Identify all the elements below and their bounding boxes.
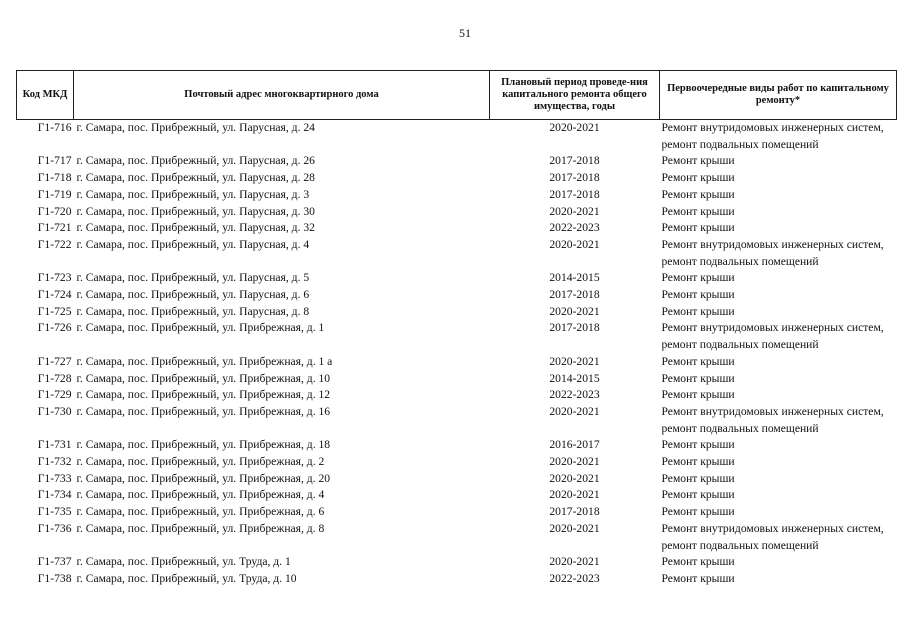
cell-code: Г1-733 — [37, 471, 72, 485]
cell-address: г. Самара, пос. Прибрежный, ул. Прибрежная, д. 18 — [76, 438, 331, 452]
table-row — [17, 320, 897, 353]
cell-code: Г1-736 — [37, 521, 72, 535]
table-header — [17, 71, 897, 120]
cell-works: Ремонт крыши — [661, 271, 735, 285]
cell-works: Ремонт внутридомовых инженерных систем, ремонт подвальных помещений — [661, 237, 884, 268]
cell-works: Ремонт крыши — [661, 488, 735, 502]
cell-code: Г1-720 — [37, 204, 72, 218]
cell-works: Ремонт внутридомовых инженерных систем, ремонт подвальных помещений — [661, 121, 884, 151]
cell-works: Ремонт крыши — [661, 471, 735, 485]
header-code: Код МКД — [17, 71, 74, 120]
cell-address: г. Самара, пос. Прибрежный, ул. Прибрежная, д. 2 — [76, 455, 325, 469]
table-row — [17, 287, 897, 304]
header-works: Первоочередные виды работ по капитальному ремонту* — [660, 71, 897, 120]
cell-works: Ремонт крыши — [661, 371, 735, 385]
cell-works: Ремонт внутридомовых инженерных систем, ремонт подвальных помещений — [661, 404, 884, 435]
cell-works: Ремонт крыши — [661, 388, 735, 402]
table-row — [17, 304, 897, 321]
cell-address: г. Самара, пос. Прибрежный, ул. Парусная, д. 4 — [76, 237, 310, 251]
table-body — [17, 120, 897, 588]
cell-address: г. Самара, пос. Прибрежный, ул. Парусная, д. 30 — [76, 204, 315, 218]
cell-period: 2020-2021 — [549, 121, 600, 134]
cell-code: Г1-735 — [37, 505, 72, 519]
cell-address: г. Самара, пос. Прибрежный, ул. Труда, д. 1 — [76, 555, 291, 569]
cell-address: г. Самара, пос. Прибрежный, ул. Парусная, д. 3 — [76, 187, 310, 201]
header-address: Почтовый адрес многоквартирного дома — [74, 71, 490, 120]
cell-address: г. Самара, пос. Прибрежный, ул. Парусная, д. 24 — [76, 121, 315, 134]
cell-period: 2017-2018 — [549, 288, 600, 302]
cell-period: 2017-2018 — [549, 154, 600, 168]
cell-period: 2022-2023 — [549, 571, 600, 585]
cell-works: Ремонт крыши — [661, 171, 735, 185]
cell-address: г. Самара, пос. Прибрежный, ул. Прибрежная, д. 6 — [76, 505, 325, 519]
cell-code: Г1-716 — [37, 121, 72, 134]
cell-works: Ремонт крыши — [661, 221, 735, 235]
cell-code: Г1-737 — [37, 555, 72, 569]
cell-works: Ремонт крыши — [661, 505, 735, 519]
cell-code: Г1-719 — [37, 187, 72, 201]
cell-address: г. Самара, пос. Прибрежный, ул. Прибрежная, д. 1 а — [76, 354, 333, 368]
cell-works: Ремонт крыши — [661, 187, 735, 201]
cell-works: Ремонт крыши — [661, 204, 735, 218]
cell-code: Г1-734 — [37, 488, 72, 502]
cell-code: Г1-718 — [37, 171, 72, 185]
cell-period: 2014-2015 — [549, 371, 600, 385]
page-number: 51 — [459, 26, 471, 40]
table-row — [17, 471, 897, 488]
cell-code: Г1-729 — [37, 388, 72, 402]
cell-period: 2020-2021 — [549, 404, 600, 418]
table-row — [17, 387, 897, 404]
table-row — [17, 354, 897, 371]
cell-period: 2016-2017 — [549, 438, 600, 452]
cell-period: 2017-2018 — [549, 171, 600, 185]
cell-code: Г1-728 — [37, 371, 72, 385]
table-row — [17, 170, 897, 187]
cell-period: 2020-2021 — [549, 455, 600, 469]
cell-address: г. Самара, пос. Прибрежный, ул. Прибрежная, д. 4 — [76, 488, 325, 502]
cell-period: 2020-2021 — [549, 471, 600, 485]
cell-works: Ремонт крыши — [661, 288, 735, 302]
cell-address: г. Самара, пос. Прибрежный, ул. Парусная, д. 5 — [76, 271, 310, 285]
cell-address: г. Самара, пос. Прибрежный, ул. Прибрежная, д. 1 — [76, 321, 325, 335]
table-row — [17, 187, 897, 204]
cell-address: г. Самара, пос. Прибрежный, ул. Труда, д. 10 — [76, 571, 297, 585]
cell-period: 2017-2018 — [549, 505, 600, 519]
table-row — [17, 120, 897, 154]
cell-period: 2020-2021 — [549, 521, 600, 535]
cell-code: Г1-732 — [37, 455, 72, 469]
cell-works: Ремонт крыши — [661, 455, 735, 469]
cell-address: г. Самара, пос. Прибрежный, ул. Парусная, д. 8 — [76, 304, 310, 318]
cell-address: г. Самара, пос. Прибрежный, ул. Прибрежная, д. 12 — [76, 388, 331, 402]
header-period: Плановый период проведе-ния капитального ремонта общего имущества, годы — [490, 71, 660, 120]
cell-period: 2020-2021 — [549, 354, 600, 368]
cell-works: Ремонт крыши — [661, 571, 735, 585]
cell-period: 2020-2021 — [549, 304, 600, 318]
table-row — [17, 454, 897, 471]
cell-period: 2020-2021 — [549, 488, 600, 502]
cell-code: Г1-722 — [37, 237, 72, 251]
cell-period: 2017-2018 — [549, 187, 600, 201]
cell-code: Г1-730 — [37, 404, 72, 418]
cell-works: Ремонт внутридомовых инженерных систем, ремонт подвальных помещений — [661, 321, 884, 352]
cell-works: Ремонт крыши — [661, 555, 735, 569]
table-row — [17, 404, 897, 437]
table-row — [17, 204, 897, 221]
cell-address: г. Самара, пос. Прибрежный, ул. Прибрежная, д. 10 — [76, 371, 331, 385]
cell-code: Г1-738 — [37, 571, 72, 585]
table-row — [17, 487, 897, 504]
cell-period: 2014-2015 — [549, 271, 600, 285]
cell-code: Г1-726 — [37, 321, 72, 335]
table-row — [17, 521, 897, 554]
table-row — [17, 554, 897, 571]
cell-works: Ремонт крыши — [661, 154, 735, 168]
table-row — [17, 504, 897, 521]
cell-period: 2020-2021 — [549, 237, 600, 251]
table-row — [17, 437, 897, 454]
cell-period: 2022-2023 — [549, 388, 600, 402]
cell-code: Г1-717 — [37, 154, 72, 168]
table-row — [17, 571, 897, 588]
table-row — [17, 270, 897, 287]
cell-address: г. Самара, пос. Прибрежный, ул. Парусная, д. 26 — [76, 154, 315, 168]
cell-works: Ремонт крыши — [661, 304, 735, 318]
table-row — [17, 220, 897, 237]
cell-period: 2017-2018 — [549, 321, 600, 335]
cell-code: Г1-731 — [37, 438, 72, 452]
repair-plan-table — [16, 70, 897, 588]
cell-address: г. Самара, пос. Прибрежный, ул. Парусная, д. 6 — [76, 288, 310, 302]
cell-address: г. Самара, пос. Прибрежный, ул. Парусная, д. 32 — [76, 221, 315, 235]
cell-code: Г1-723 — [37, 271, 72, 285]
cell-address: г. Самара, пос. Прибрежный, ул. Парусная, д. 28 — [76, 171, 315, 185]
cell-address: г. Самара, пос. Прибрежный, ул. Прибрежная, д. 8 — [76, 521, 325, 535]
cell-address: г. Самара, пос. Прибрежный, ул. Прибрежная, д. 20 — [76, 471, 331, 485]
cell-address: г. Самара, пос. Прибрежный, ул. Прибрежная, д. 16 — [76, 404, 331, 418]
table-row — [17, 371, 897, 388]
cell-code: Г1-721 — [37, 221, 72, 235]
cell-period: 2020-2021 — [549, 204, 600, 218]
table-row — [17, 237, 897, 270]
cell-code: Г1-724 — [37, 288, 72, 302]
cell-code: Г1-725 — [37, 304, 72, 318]
cell-period: 2022-2023 — [549, 221, 600, 235]
cell-works: Ремонт внутридомовых инженерных систем, ремонт подвальных помещений — [661, 521, 884, 552]
table-row — [17, 153, 897, 170]
cell-works: Ремонт крыши — [661, 438, 735, 452]
cell-works: Ремонт крыши — [661, 354, 735, 368]
cell-code: Г1-727 — [37, 354, 72, 368]
cell-period: 2020-2021 — [549, 555, 600, 569]
